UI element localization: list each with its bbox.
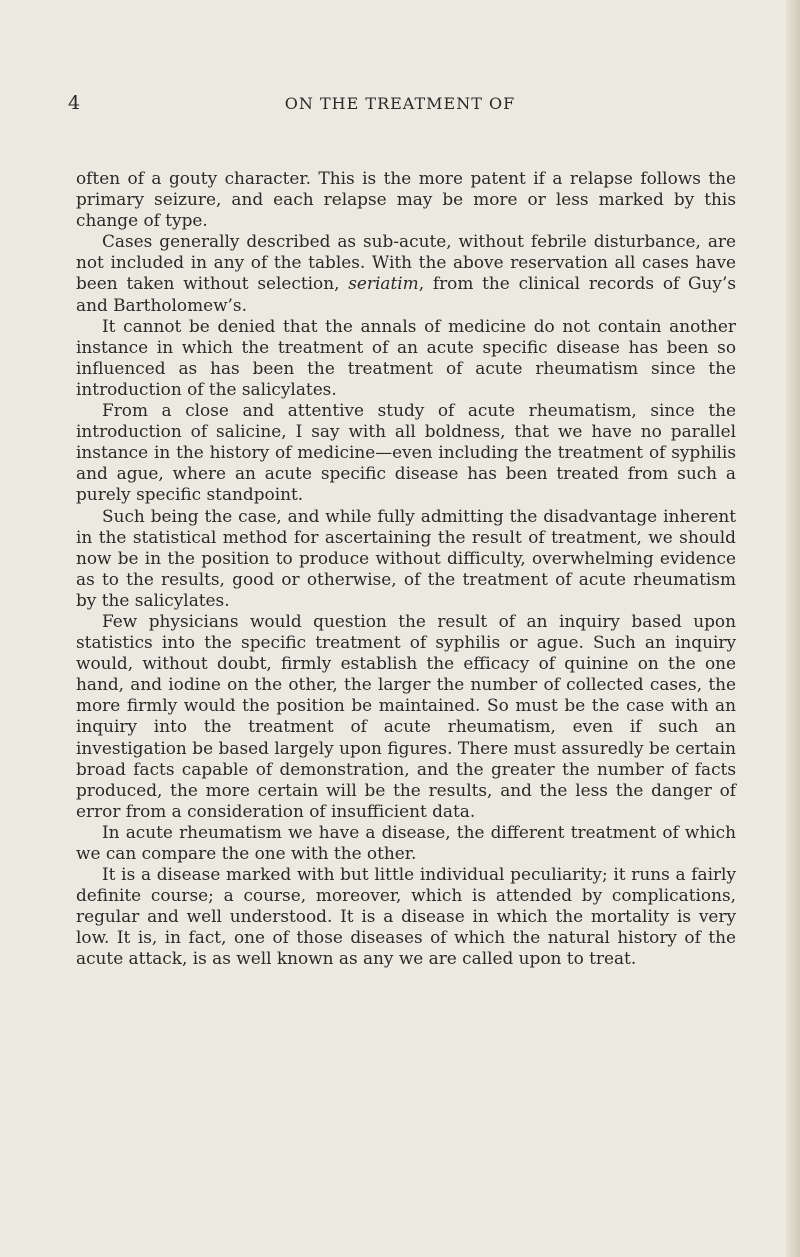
page-number: 4 — [68, 92, 81, 114]
italic-term: seriatim — [348, 273, 419, 294]
page-edge — [786, 0, 800, 1257]
paragraph: It cannot be denied that the annals of medicine do not contain another instance in which the treatment of an acute specific disease has been so influenced as has been the treatment of acute rheumatism since the introduction of the salicylates. — [76, 315, 736, 399]
paragraph: Such being the case, and while fully admitting the disadvantage inherent in the statistical method for ascertaining the result of treatment, we should now be in the position to produce without difficulty, overwhelming evidence as to the results, good or otherwise, of the treatment of acute rheumatism by the salicylates. — [76, 505, 736, 610]
paragraph — [76, 231, 736, 315]
paragraph: It is a disease marked with but little individual peculiarity; it runs a fairly definite course; a course, moreover, which is attended by complications, regular and well understood. It is a disease in which the mortality is very low. It is, in fact, one of those diseases of which the natural history of the acute attack, is as well known as any we are called upon to treat. — [76, 864, 736, 969]
paragraph: often of a gouty character. This is the more patent if a relapse follows the primary seizure, and each relapse may be more or less marked by this change of type. — [76, 168, 736, 231]
running-title: ON THE TREATMENT OF — [284, 94, 516, 113]
page-header — [40, 92, 760, 122]
paragraph: From a close and attentive study of acute rheumatism, since the introduction of salicine, I say with all boldness, that we have no parallel instance in the history of medicine—even including the treatment of syphilis and ague, where an acute specific disease has been treated from such a purely specific standpoint. — [76, 400, 736, 505]
paragraph: Few physicians would question the result of an inquiry based upon statistics into the specific treatment of syphilis or ague. Such an inquiry would, without doubt, firmly establish the efficacy of quinine on the one hand, and iodine on the other, the larger the number of collected cases, the more firmly would the position be maintained. So must be the case with an inquiry into the treatment of acute rheumatism, even if such an investigation be based largely upon figures. There must assuredly be certain broad facts capable of demonstration, and the greater the number of facts produced, the more certain will be the results, and the less the danger of error from a consideration of insufficient data. — [76, 610, 736, 821]
paragraph-text: , from the clinical records of Guy’s and Bartholomew’s. — [76, 273, 737, 315]
body-text — [76, 168, 736, 970]
paragraph: In acute rheumatism we have a disease, the different treatment of which we can compare the one with the other. — [76, 821, 736, 863]
paragraph-text: Cases generally described as sub-acute, without febrile disturbance, are not included in any of the tables. With the above reservation all cases have been taken without selection, — [76, 231, 736, 294]
